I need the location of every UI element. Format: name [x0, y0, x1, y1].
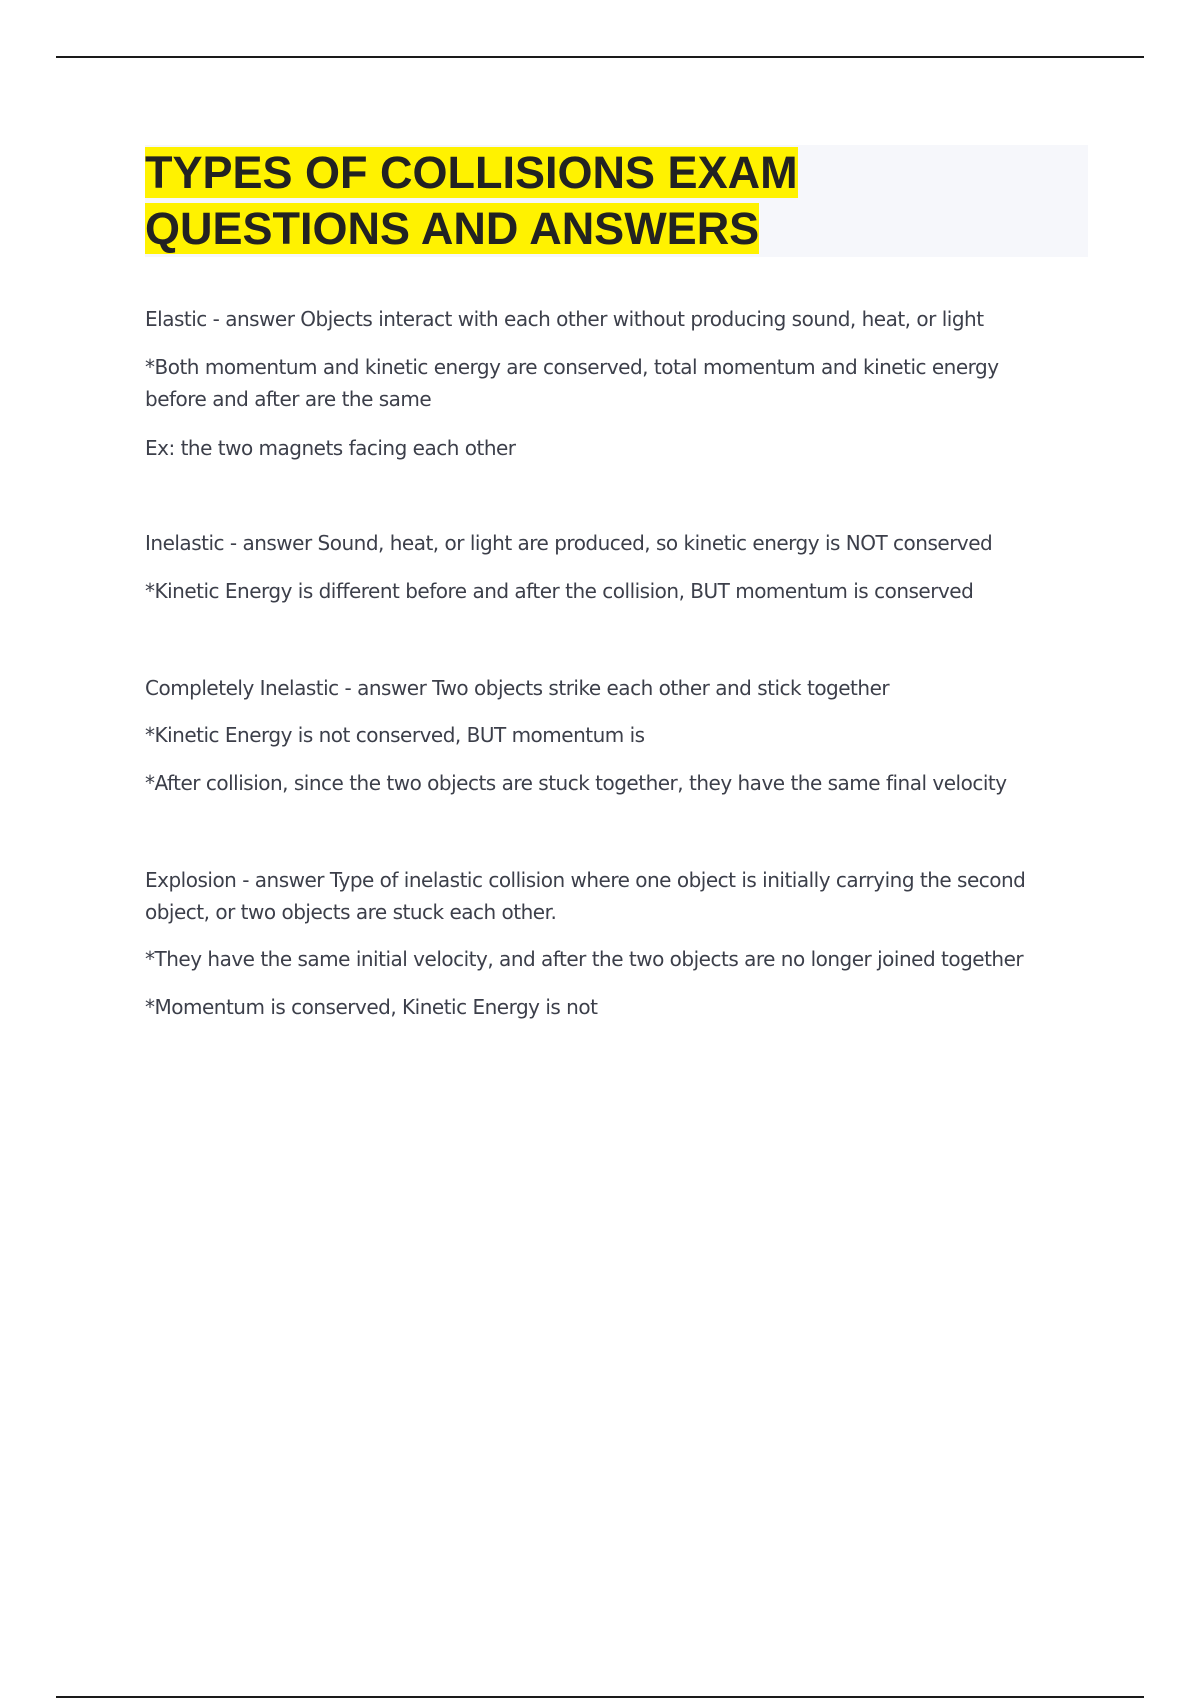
- paragraph-completely-inelastic: Completely Inelastic - answer Two objects strike each other and stick together: [145, 676, 890, 700]
- footer-rule: [56, 1696, 1144, 1698]
- title-line-1: TYPES OF COLLISIONS EXAM: [145, 147, 798, 198]
- document-title: [145, 145, 1088, 257]
- title-line-2: QUESTIONS AND ANSWERS: [145, 203, 760, 254]
- paragraph-completely-inelastic-note-2: *After collision, since the two objects are stuck together, they have the same final velocity: [145, 771, 1007, 795]
- header-rule: [56, 56, 1144, 58]
- paragraph-inelastic: Inelastic - answer Sound, heat, or light are produced, so kinetic energy is NOT conserved: [145, 531, 993, 555]
- paragraph-elastic: Elastic - answer Objects interact with each other without producing sound, heat, or light: [145, 307, 984, 331]
- paragraph-explosion: Explosion - answer Type of inelastic collision where one object is initially carrying the second object, or two objects are stuck each other.: [145, 868, 1026, 924]
- paragraph-elastic-note: *Both momentum and kinetic energy are conserved, total momentum and kinetic energy before and after are the same: [145, 355, 999, 411]
- paragraph-explosion-note-2: *Momentum is conserved, Kinetic Energy is not: [145, 995, 598, 1019]
- paragraph-completely-inelastic-note-1: *Kinetic Energy is not conserved, BUT momentum is: [145, 723, 645, 747]
- paragraph-inelastic-note: *Kinetic Energy is different before and after the collision, BUT momentum is conserved: [145, 579, 974, 603]
- paragraph-elastic-example: Ex: the two magnets facing each other: [145, 436, 516, 460]
- paragraph-explosion-note-1: *They have the same initial velocity, and after the two objects are no longer joined together: [145, 947, 1024, 971]
